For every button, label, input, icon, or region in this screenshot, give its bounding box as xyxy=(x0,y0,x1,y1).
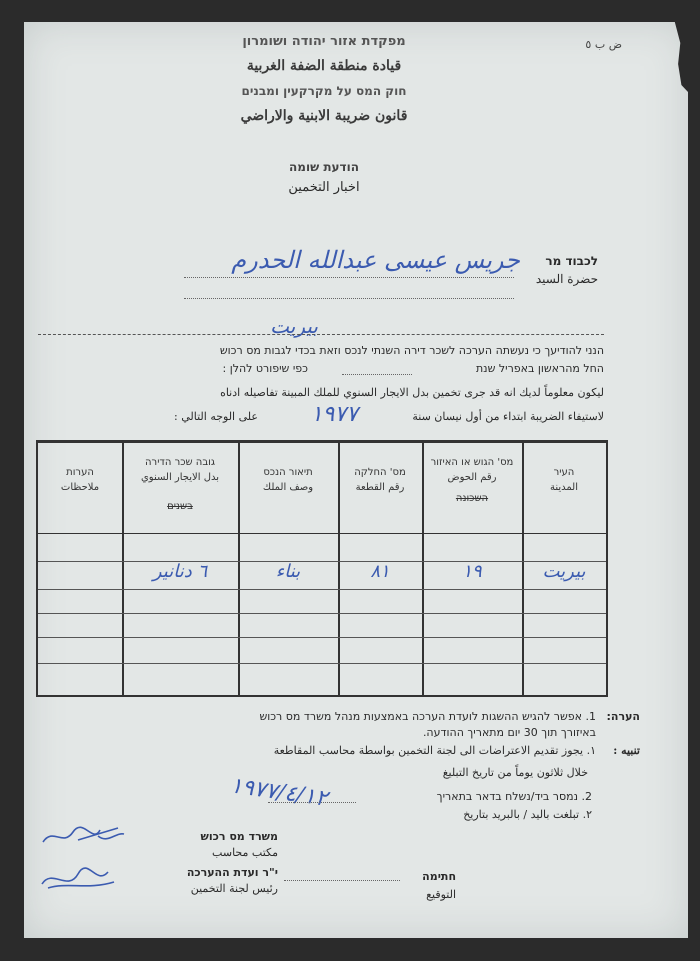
cell-parcel: ٨١ xyxy=(370,561,390,582)
notes-he-1b: באיזורך תוך 30 יום מתאריך ההודעה. xyxy=(422,726,596,739)
notes-ar-1b: خلال ثلاثون يوماً من تاريخ التبليغ xyxy=(442,766,588,779)
body-ar-line2a: لاستيفاء الضريبة ابتداء من أول نيسان سنة xyxy=(412,410,604,423)
notes-he-2: 2. נמסר ביד/נשלח בדאר בתאריך xyxy=(436,790,592,803)
footer-ar-sign: التوقيع xyxy=(426,888,456,901)
notes-ar-label: تنبيه : xyxy=(613,744,640,757)
notice-he-title: הודעת שומה xyxy=(289,160,359,174)
th-rent-crossed: בשנים xyxy=(167,501,193,512)
signature-2 xyxy=(38,862,118,894)
cell-property: بناء xyxy=(275,561,301,582)
th-property: תיאור הנכס وصف الملك xyxy=(262,467,314,493)
handwritten-date: ١٩٧٧/٤/١٢ xyxy=(229,773,330,812)
separator-dashed xyxy=(38,334,604,335)
notes-ar-2: ٢. تبلغت باليد / بالبريد بتاريخ xyxy=(463,808,592,821)
signature-line xyxy=(284,880,400,881)
th-city: העיר المدينة xyxy=(549,467,579,493)
recipient-town: بيريت xyxy=(270,314,318,338)
notes-he-1: 1. אפשר להגיש ההשגות לועדת הערכה באמצעות מנהל משרד מס רכוש xyxy=(259,710,596,723)
header-he-law: חוק המס על מקרקעין ומבנים xyxy=(241,84,407,98)
body-he-line2b: כפי שיפורט להלן : xyxy=(222,362,308,375)
cell-rent: ٦ دنانير xyxy=(152,561,208,582)
row-line xyxy=(38,663,606,664)
body-he-line2a: החל מהראשון באפריל שנת xyxy=(475,362,604,375)
header-he-command: מפקדת אזור יהודה ושומרון xyxy=(242,34,406,49)
document-sheet xyxy=(24,22,688,938)
footer-he-office: משרד מס רכוש xyxy=(200,830,278,843)
recipient-he-label: לכבוד מר xyxy=(545,254,598,268)
signature-1 xyxy=(38,822,128,852)
th-block-crossed: השכונה xyxy=(455,493,489,504)
notes-ar-1: ١. يجوز تقديم الاعتراضات الى لجنة التخمين بواسطة محاسب المقاطعة xyxy=(273,744,596,757)
cell-block: ١٩ xyxy=(462,561,482,582)
row-line xyxy=(38,637,606,638)
recipient-ar-label: حضرة السيد xyxy=(535,272,598,286)
name-line-2 xyxy=(184,298,514,299)
assessment-table xyxy=(36,440,608,697)
date-line xyxy=(268,802,356,803)
th-parcel: מס' החלקה رقم القطعة xyxy=(354,467,406,493)
footer-he-sign: חתימה xyxy=(422,870,456,883)
recipient-name: جريس عيسى عبدالله الحدرم xyxy=(231,246,520,274)
cell-city: بيريت xyxy=(542,561,586,582)
header-ar-law: قانون ضريبة الابنية والاراضي xyxy=(240,108,408,124)
name-line xyxy=(184,277,514,278)
form-code: ض ب ٥ xyxy=(585,38,622,51)
header-divider xyxy=(38,533,606,534)
footer-ar-committee: رئيس لجنة التخمين xyxy=(190,882,278,895)
row-line xyxy=(38,589,606,590)
body-year: ١٩٧٧ xyxy=(310,402,358,427)
notes-he-label: הערה: xyxy=(606,710,640,723)
row-line xyxy=(38,613,606,614)
year-line-he xyxy=(342,374,412,375)
body-he-line1: הנני להודיעך כי נעשתה הערכה לשכר דירה השנתי לנכס וזאת בכדי לגבות מס רכוש xyxy=(219,344,604,357)
body-ar-line1: ليكون معلوماً لديك انه قد جرى تخمين بدل الايجار السنوي للملك المبينة تفاصيله ادناه xyxy=(220,386,604,399)
header-ar-command: قيادة منطقة الضفة الغربية xyxy=(246,58,402,74)
th-block: מס' הגוש או האיזור رقم الحوض השכונה xyxy=(422,455,522,506)
body-ar-line2b: على الوجه التالي : xyxy=(174,410,258,423)
footer-ar-office: مكتب محاسب xyxy=(212,846,278,859)
th-notes: הערות ملاحظات xyxy=(60,467,100,493)
torn-edge xyxy=(666,22,688,92)
notice-ar-title: اخبار التخمين xyxy=(288,180,360,195)
footer-he-committee: י"ר ועדת ההערכה xyxy=(186,866,278,879)
th-rent: גובה שכר הדירה بدل الايجار السنوي בשנים xyxy=(122,455,238,514)
